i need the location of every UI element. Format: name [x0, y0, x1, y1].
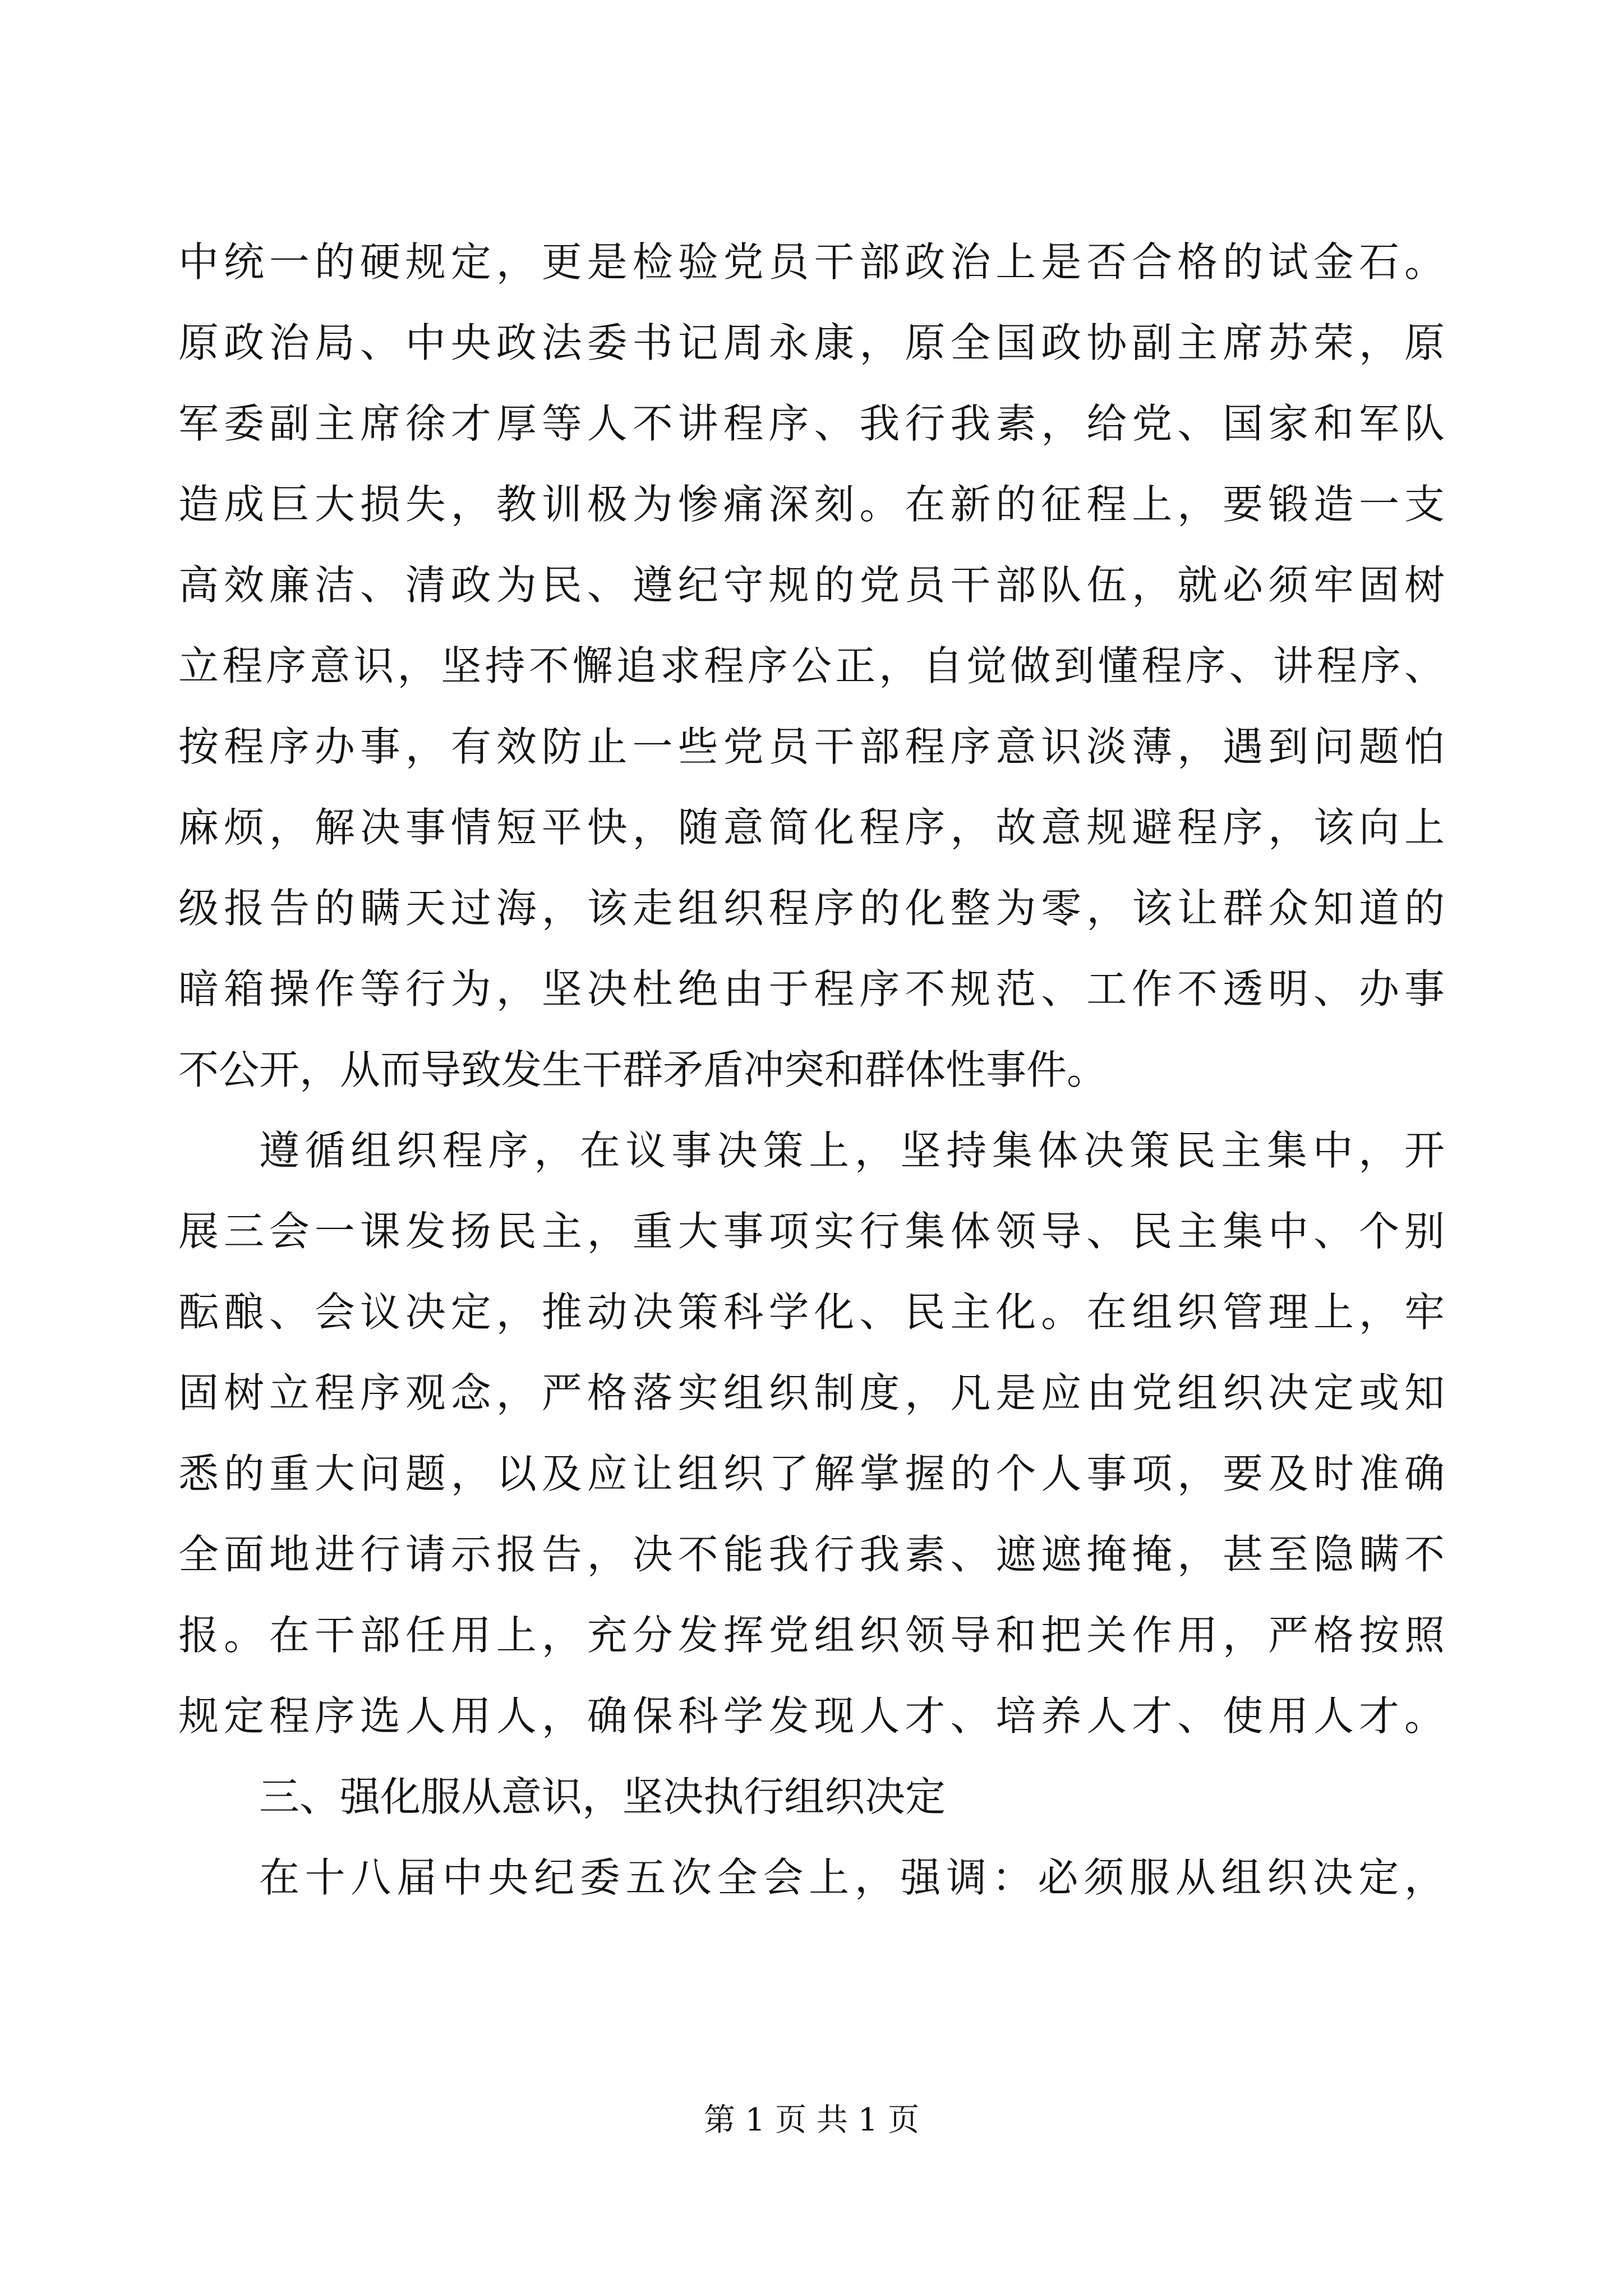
section-heading: 三、强化服从意识，坚决执行组织决定 — [259, 1773, 946, 1820]
paragraph-line: 高效廉洁、清政为民、遵纪守规的党员干部队伍，就必须牢固树 — [178, 562, 1445, 609]
paragraph-line: 在十八届中央纪委五次全会上，强调：必须服从组织决定， — [259, 1854, 1445, 1901]
paragraph-line: 中统一的硬规定，更是检验党员干部政治上是否合格的试金石。 — [178, 238, 1445, 286]
document-body — [178, 222, 1445, 1918]
paragraph-line: 级报告的瞒天过海，该走组织程序的化整为零，该让群众知道的 — [178, 885, 1445, 932]
paragraph-line: 立程序意识，坚持不懈追求程序公正，自觉做到懂程序、讲程序、 — [178, 642, 1445, 689]
paragraph-line: 规定程序选人用人，确保科学发现人才、培养人才、使用人才。 — [178, 1692, 1445, 1740]
paragraph-line: 麻烦，解决事情短平快，随意简化程序，故意规避程序，该向上 — [178, 804, 1445, 851]
paragraph-line: 军委副主席徐才厚等人不讲程序、我行我素，给党、国家和军队 — [178, 400, 1445, 447]
paragraph-line: 报。在干部任用上，充分发挥党组织领导和把关作用，严格按照 — [178, 1612, 1445, 1659]
paragraph-line: 全面地进行请示报告，决不能我行我素、遮遮掩掩，甚至隐瞒不 — [178, 1531, 1445, 1578]
paragraph-line: 固树立程序观念，严格落实组织制度，凡是应由党组织决定或知 — [178, 1369, 1445, 1416]
page-footer: 第 1 页 共 1 页 — [703, 2102, 920, 2138]
paragraph-line: 按程序办事，有效防止一些党员干部程序意识淡薄，遇到问题怕 — [178, 723, 1445, 770]
paragraph-line: 造成巨大损失，教训极为惨痛深刻。在新的征程上，要锻造一支 — [178, 481, 1445, 528]
paragraph-line: 悉的重大问题，以及应让组织了解掌握的个人事项，要及时准确 — [178, 1450, 1445, 1497]
paragraph-line: 暗箱操作等行为，坚决杜绝由于程序不规范、工作不透明、办事 — [178, 965, 1445, 1013]
paragraph-line: 酝酿、会议决定，推动决策科学化、民主化。在组织管理上，牢 — [178, 1289, 1445, 1336]
paragraph-2 — [178, 1110, 1445, 1756]
paragraph-line: 不公开，从而导致发生干群矛盾冲突和群体性事件。 — [178, 1046, 1108, 1093]
paragraph-line: 展三会一课发扬民主，重大事项实行集体领导、民主集中、个别 — [178, 1208, 1445, 1255]
paragraph-1 — [178, 222, 1445, 1110]
paragraph-line: 遵循组织程序，在议事决策上，坚持集体决策民主集中，开 — [259, 1127, 1445, 1174]
paragraph-line: 原政治局、中央政法委书记周永康，原全国政协副主席苏荣，原 — [178, 319, 1445, 366]
